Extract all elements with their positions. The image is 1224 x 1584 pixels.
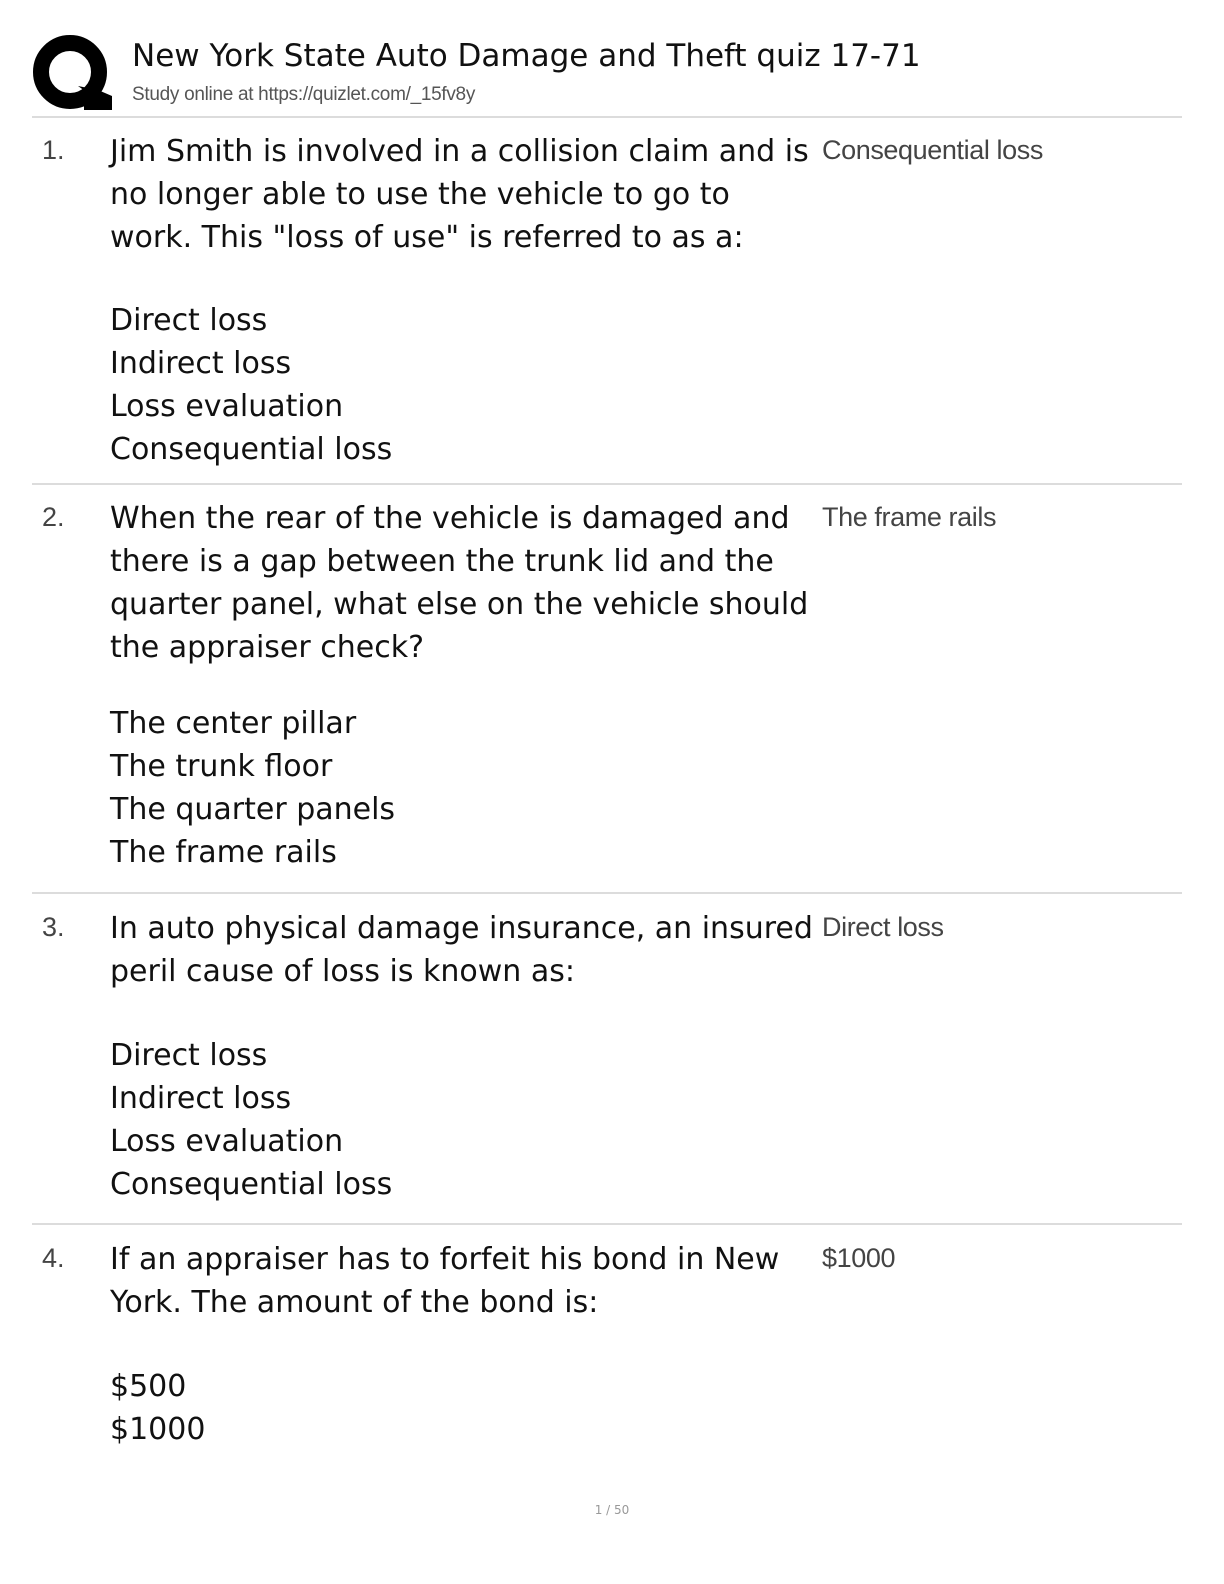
- choice-item: Loss evaluation: [110, 389, 344, 424]
- choice-item: $500: [110, 1369, 187, 1404]
- page-title: New York State Auto Damage and Theft quiz 17-71: [132, 38, 921, 74]
- question-block: [110, 130, 820, 471]
- choice-list: [110, 299, 820, 471]
- question-text: If an appraiser has to forfeit his bond in New York. The amount of the bond is:: [110, 1242, 780, 1320]
- choice-list: [110, 702, 820, 874]
- choice-item: Loss evaluation: [110, 1124, 344, 1159]
- card-number: 1.: [42, 135, 65, 165]
- divider: [32, 1223, 1182, 1225]
- divider: [32, 116, 1182, 118]
- choice-item: Direct loss: [110, 1038, 268, 1073]
- answer-text: $1000: [822, 1243, 896, 1273]
- choice-item: The quarter panels: [110, 792, 396, 827]
- answer-text: Consequential loss: [822, 135, 1043, 165]
- choice-item: Indirect loss: [110, 346, 292, 381]
- card-number: 2.: [42, 502, 65, 532]
- question-block: [110, 497, 820, 874]
- question-text: In auto physical damage insurance, an insured peril cause of loss is known as:: [110, 911, 813, 989]
- divider: [32, 892, 1182, 894]
- choice-item: The center pillar: [110, 706, 357, 741]
- question-block: [110, 907, 820, 1206]
- choice-item: $1000: [110, 1412, 206, 1447]
- choice-list: [110, 1034, 820, 1206]
- card-number: 3.: [42, 912, 65, 942]
- answer-text: The frame rails: [822, 502, 997, 532]
- choice-item: Direct loss: [110, 303, 268, 338]
- question-block: [110, 1238, 820, 1451]
- question-text: Jim Smith is involved in a collision claim and is no longer able to use the vehicle to go to work. This "loss of use" is referred to as a:: [110, 134, 809, 255]
- choice-item: Indirect loss: [110, 1081, 292, 1116]
- choice-item: Consequential loss: [110, 1167, 393, 1202]
- study-link-text: Study online at https://quizlet.com/_15fv8y: [132, 84, 476, 105]
- answer-text: Direct loss: [822, 912, 944, 942]
- question-text: When the rear of the vehicle is damaged and there is a gap between the trunk lid and the quarter panel, what else on the vehicle should the appraiser check?: [110, 501, 809, 665]
- quizlet-q-logo-icon: [32, 34, 112, 114]
- page-header: [30, 30, 1182, 116]
- choice-item: The frame rails: [110, 835, 337, 870]
- choice-item: Consequential loss: [110, 432, 393, 467]
- page-number: 1 / 50: [594, 1503, 630, 1517]
- card-number: 4.: [42, 1243, 65, 1273]
- choice-item: The trunk floor: [110, 749, 333, 784]
- divider: [32, 483, 1182, 485]
- choice-list: [110, 1365, 820, 1451]
